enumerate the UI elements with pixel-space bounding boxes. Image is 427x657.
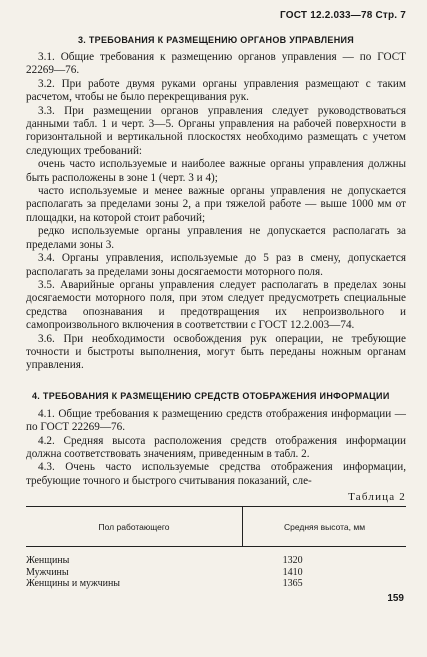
table-cell: Женщины [26, 555, 70, 567]
table-cell: 1365 [282, 578, 303, 590]
paragraph: 3.1. Общие требования к размещению органов управления — по ГОСТ 22269—76. [26, 51, 406, 77]
paragraph: часто используемые и менее важные органы управления не допускается располагать за пределами зоны 2, а при тяжелой работе — выше 1000 мм от площадки, на которой стоит рабочий; [26, 185, 406, 224]
running-header: ГОСТ 12.2.033—78 Стр. 7 [280, 10, 406, 21]
paragraph: редко используемые органы управления не допускается располагать за пределами зоны 3. [26, 225, 406, 251]
table-cell: Мужчины [26, 566, 69, 578]
section-3-title: 3. ТРЕБОВАНИЯ К РАЗМЕЩЕНИЮ ОРГАНОВ УПРАВЛЕНИЯ [77, 35, 355, 45]
column-header-height: Средняя высота, мм [243, 507, 406, 547]
table-cell: 1410 [282, 566, 303, 578]
table-2 [26, 506, 406, 590]
section-4-title: 4. ТРЕБОВАНИЯ К РАЗМЕЩЕНИЮ СРЕДСТВ ОТОБРАЖЕНИЯ ИНФОРМАЦИИ [32, 390, 390, 401]
table-row [26, 578, 406, 590]
paragraph: 3.3. При размещении органов управления следует руководствоваться данными табл. 1 и черт. 3—5. Органы управления на рабочей поверхности в горизонтальной и вертикальной плоскостях необходимо размещать с учетом следующих требований: [26, 104, 406, 157]
section-4-body [26, 408, 406, 488]
paragraph: 3.6. При необходимости освобождения рук операции, не требующие точности и быстроты выполнения, могут быть переданы ножным органам управления. [26, 332, 406, 372]
table-cell: Женщины и мужчины [26, 578, 121, 590]
section-3-body [26, 51, 406, 373]
paragraph: очень часто используемые и наиболее важные органы управления должны быть расположены в зоне 1 (черт. 3 и 4); [26, 158, 406, 184]
table-caption: Таблица 2 [348, 491, 406, 504]
table-cell: 1320 [282, 555, 303, 567]
paragraph: 4.3. Очень часто используемые средства отображения информации, требующие точного и быстрого считывания показаний, сле- [26, 461, 406, 487]
table-row [26, 567, 406, 579]
document-page [26, 10, 406, 650]
column-header-sex: Пол работающего [26, 507, 243, 547]
page-number: 159 [387, 593, 404, 604]
table-header-row [26, 507, 406, 547]
paragraph: 3.5. Аварийные органы управления следует располагать в пределах зоны досягаемости моторного поля, при этом следует предусмотреть специальные средства опознавания и предотвращения их непроизвольного и самопроизвольного включения в соответствии с ГОСТ 12.2.003—74. [26, 278, 406, 332]
table-row [26, 547, 406, 567]
paragraph: 3.4. Органы управления, используемые до 5 раз в смену, допускается располагать за пределами зоны досягаемости моторного поля. [26, 252, 406, 278]
paragraph: 4.1. Общие требования к размещению средств отображения информации — по ГОСТ 22269—76. [26, 407, 406, 434]
paragraph: 4.2. Средняя высота расположения средств отображения информации должна соответствовать значениям, приведенным в табл. 2. [26, 434, 406, 460]
paragraph: 3.2. При работе двумя руками органы управления размещают с таким расчетом, чтобы не было перекрещивания рук. [26, 77, 406, 104]
